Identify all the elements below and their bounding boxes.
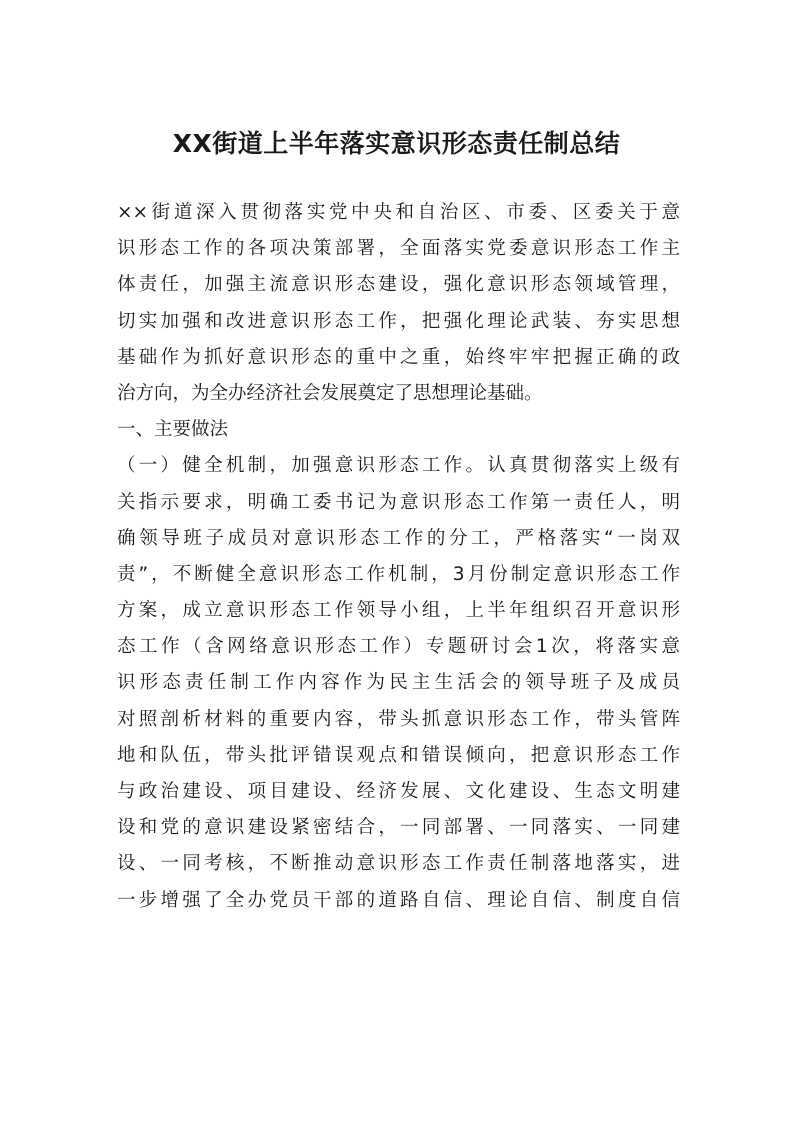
document-body [117, 195, 680, 919]
text-line: 治方向，为全办经济社会发展奠定了思想理论基础。 [117, 382, 543, 404]
text-line: 体责任，加强主流意识形态建设，强化意识形态领域管理， [117, 274, 680, 296]
text-line: 切实加强和改进意识形态工作，把强化理论武装、夯实思想 [117, 310, 680, 332]
text-line: ××街道深入贯彻落实党中央和自治区、市委、区委关于意 [117, 202, 680, 223]
text-line: 对照剖析材料的重要内容，带头抓意识形态工作，带头管阵 [117, 708, 680, 730]
text-line: 识形态工作的各项决策部署，全面落实党委意识形态工作主 [117, 238, 680, 260]
text-line: 与政治建设、项目建设、经济发展、文化建设、生态文明建 [117, 781, 680, 802]
text-line: 一步增强了全办党员干部的道路自信、理论自信、制度自信 [117, 889, 680, 911]
text-line: （一）健全机制，加强意识形态工作。认真贯彻落实上级有 [117, 455, 680, 477]
document-title: XX街道上半年落实意识形态责任制总结 [172, 129, 621, 158]
section-heading: 一、主要做法 [117, 419, 229, 441]
text-line: 基础作为抓好意识形态的重中之重，始终牢牢把握正确的政 [117, 346, 680, 368]
text-line: 态工作（含网络意识形态工作）专题研讨会1次，将落实意 [117, 636, 680, 658]
text-line: 责”，不断健全意识形态工作机制，3月份制定意识形态工作 [117, 563, 680, 585]
text-line: 地和队伍，带头批评错误观点和错误倾向，把意识形态工作 [117, 744, 680, 766]
text-line: 设、一同考核，不断推动意识形态工作责任制落地落实，进 [117, 853, 680, 875]
text-line: 关指示要求，明确工委书记为意识形态工作第一责任人，明 [117, 491, 680, 513]
text-line: 识形态责任制工作内容作为民主生活会的领导班子及成员 [117, 672, 680, 694]
text-line: 确领导班子成员对意识形态工作的分工，严格落实“一岗双 [117, 527, 680, 549]
text-line: 方案，成立意识形态工作领导小组，上半年组织召开意识形 [117, 600, 680, 622]
text-line: 设和党的意识建设紧密结合，一同部署、一同落实、一同建 [117, 817, 680, 839]
